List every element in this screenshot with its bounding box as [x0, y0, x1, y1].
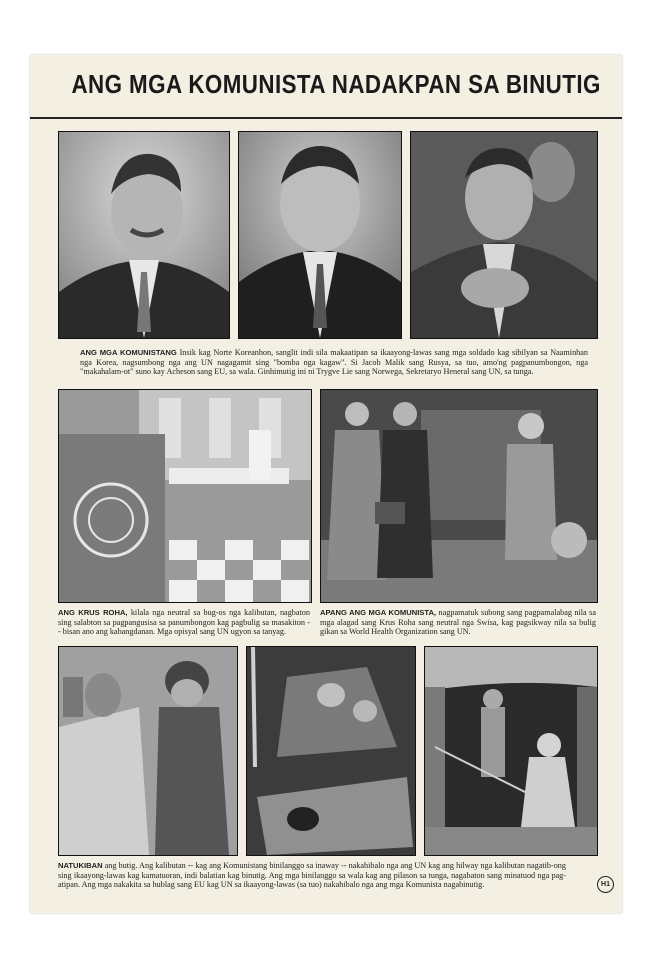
caption-middle-right-lead: APANG ANG MGA KOMUNISTA,	[320, 608, 437, 617]
medical-photo-icon	[59, 647, 237, 855]
portrait-photo-icon	[239, 132, 401, 338]
caption-bottom-text: ang butig. Ang kalibutan -- kag ang Komunistang binilanggo sa inaway -- nakahibalo nga ang UN kag ang hilway nga kalibutan nagatib-ong sing ikaayong-lawas kag kamatuoran, indi balatian kag binutig. Ang mga binilanggo sa wala kag ang pilason sa tunga, nagabaton sang minatuod nga pag-atipan. Ang mga nakakita sa hublag sang EU kag UN sa ikaayong-lawas (sa tuo) nakahibalo nga ang mga Komunista nagabinutig.	[58, 861, 566, 890]
portrait-photo-icon	[411, 132, 597, 338]
hospital-ward-photo-icon	[59, 390, 311, 602]
magazine-page	[30, 55, 622, 913]
caption-middle-left-text: kilala nga neutral sa bug-os nga kalibutan, nagbaton sing salabton sa pagpangusisa sa panumbongon kag pagbulig sa masakiton -- bisan ano ang kabangdanan. Mga opisyal sang UN ugyon sa tanyag.	[58, 608, 310, 637]
photo-hospital	[58, 389, 312, 603]
caption-top-text: Insik kag Norte Koreanhon, sanglit indi sila makaatipan sa ikaayong-lawas sang mga soldado kag sibilyan sa Naaminhan nga Korea, nagsumbong nga ang UN nagagamit sing "bomba nga kagaw". Si Jacob Malik sang Rusya, sa tuo, amo'ng pagpanumbongon, nga "makahalam-ot" suno kay Acheson sang EU, sa wala. Ginhimutig ini ni Trygve Lie sang Norwega, Sekretaryo Heneral sang UN, sa tunga.	[80, 348, 588, 377]
photo-inoculation	[58, 646, 238, 856]
page-headline: ANG MGA KOMUNISTA NADAKPAN SA BINUTIG	[71, 69, 601, 99]
group-photo-icon	[321, 390, 597, 602]
caption-middle-left-lead: ANG KRUS ROHA,	[58, 608, 128, 617]
medical-photo-icon	[247, 647, 415, 855]
caption-middle-right-text: nagpamatuk subong sang pagpamalabag nila sa mga alagad sang Krus Roha sang neutral nga Swisa, kag pagsikway nila sa bulig gikan sa World Health Organization sang UN.	[320, 608, 596, 637]
caption-top	[80, 348, 588, 377]
photo-malik	[410, 131, 598, 339]
caption-bottom	[58, 861, 566, 890]
page-number-badge: H1	[597, 876, 614, 893]
caption-bottom-lead: NATUKIBAN	[58, 861, 103, 870]
photo-lie	[238, 131, 402, 339]
photo-stretcher	[246, 646, 416, 856]
spraying-photo-icon	[425, 647, 597, 855]
photo-red-cross	[320, 389, 598, 603]
caption-middle-left	[58, 608, 310, 637]
caption-middle-right	[320, 608, 596, 637]
headline-rule	[30, 117, 622, 119]
portrait-photo-icon	[59, 132, 229, 338]
caption-top-lead: ANG MGA KOMUNISTANG	[80, 348, 177, 357]
photo-acheson	[58, 131, 230, 339]
photo-spraying	[424, 646, 598, 856]
